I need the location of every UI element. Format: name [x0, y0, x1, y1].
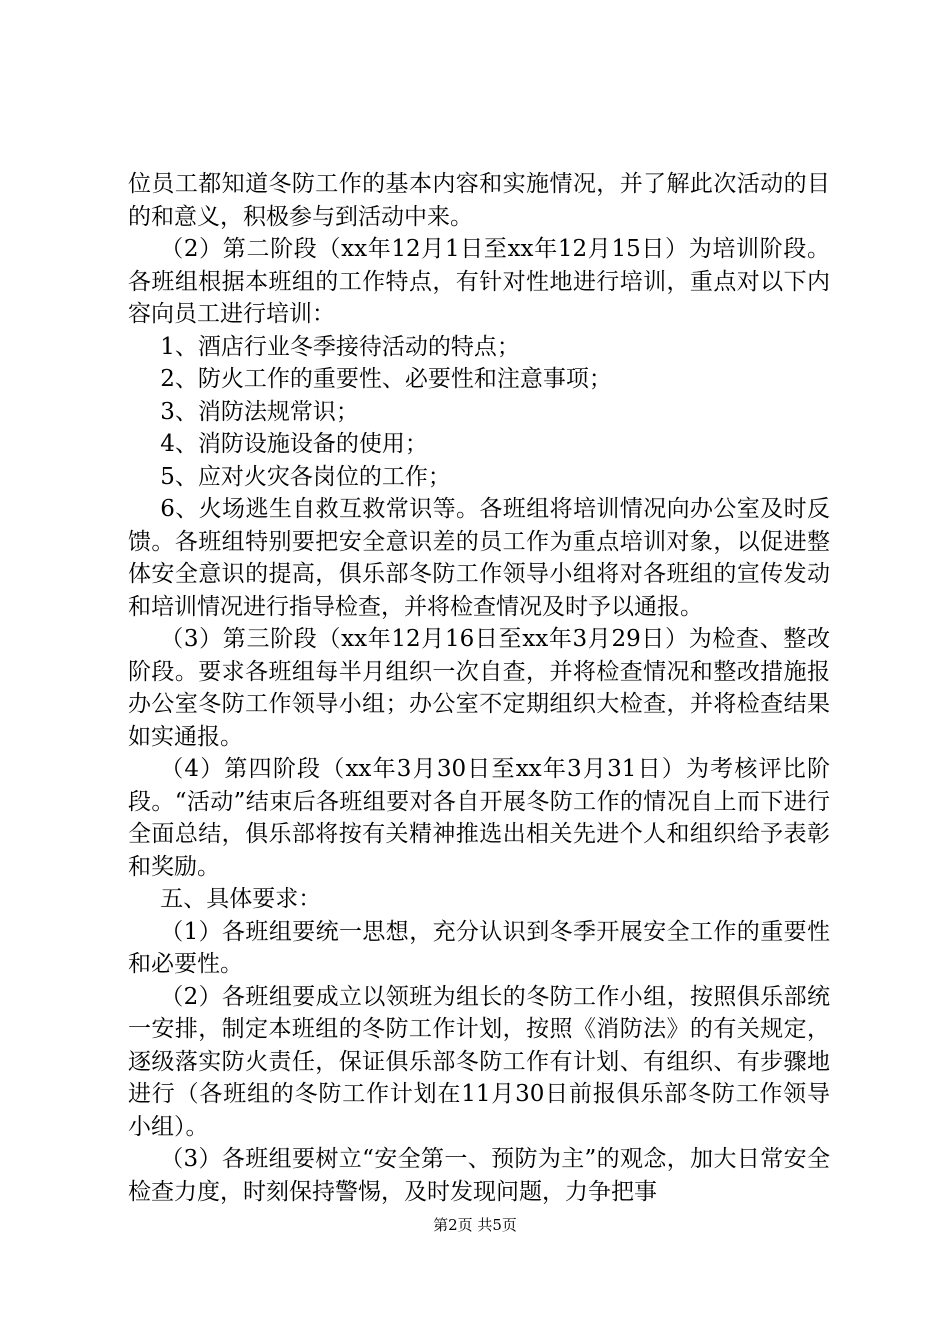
list-item-training-4: 4、消防设施设备的使用； — [160, 431, 428, 457]
paragraph-stage-four: （4）第四阶段（xx年3月30日至xx年3月31日）为考核评比阶段。“活动”结束后各班组要对各自开展冬防工作的情况自上而下进行全面总结，俱乐部将按有关精神推选出相关先进个人和组织给予表彰和奖励。 — [128, 756, 830, 880]
paragraph-requirement-1: （1）各班组要统一思想，充分认识到冬季开展安全工作的重要性和必要性。 — [128, 918, 830, 977]
section-heading-requirements: 五、具体要求： — [160, 886, 322, 912]
page-number-footer: 第2页 共5页 — [433, 1216, 517, 1234]
paragraph-requirement-3: （3）各班组要树立“安全第一、预防为主”的观念，加大日常安全检查力度，时刻保持警惕，及时发现问题，力争把事 — [128, 1146, 830, 1205]
paragraph-stage-three: （3）第三阶段（xx年12月16日至xx年3月29日）为检查、整改阶段。要求各班组每半月组织一次自查，并将检查情况和整改措施报办公室冬防工作领导小组；办公室不定期组织大检查，并将检查结果如实通报。 — [128, 626, 830, 750]
list-item-training-2: 2、防火工作的重要性、必要性和注意事项； — [160, 366, 612, 392]
document-body — [128, 168, 830, 1208]
paragraph-stage-two: （2）第二阶段（xx年12月1日至xx年12月15日）为培训阶段。各班组根据本班组的工作特点，有针对性地进行培训，重点对以下内容向员工进行培训： — [128, 236, 830, 327]
paragraph-requirement-2: （2）各班组要成立以领班为组长的冬防工作小组，按照俱乐部统一安排，制定本班组的冬防工作计划，按照《消防法》的有关规定，逐级落实防火责任，保证俱乐部冬防工作有计划、有组织、有步骤地进行（各班组的冬防工作计划在11月30日前报俱乐部冬防工作领导小组）。 — [128, 983, 830, 1140]
list-item-training-6: 6、火场逃生自救互救常识等。各班组将培训情况向办公室及时反馈。各班组特别要把安全意识差的员工作为重点培训对象，以促进整体安全意识的提高，俱乐部冬防工作领导小组将对各班组的宣传发动和培训情况进行指导检查，并将检查情况及时予以通报。 — [128, 496, 830, 620]
list-item-training-5: 5、应对火灾各岗位的工作； — [160, 463, 451, 490]
list-item-training-1: 1、酒店行业冬季接待活动的特点； — [160, 333, 520, 360]
paragraph-continuation: 位员工都知道冬防工作的基本内容和实施情况，并了解此次活动的目的和意义，积极参与到活动中来。 — [128, 171, 830, 230]
list-item-training-3: 3、消防法规常识； — [160, 398, 359, 425]
